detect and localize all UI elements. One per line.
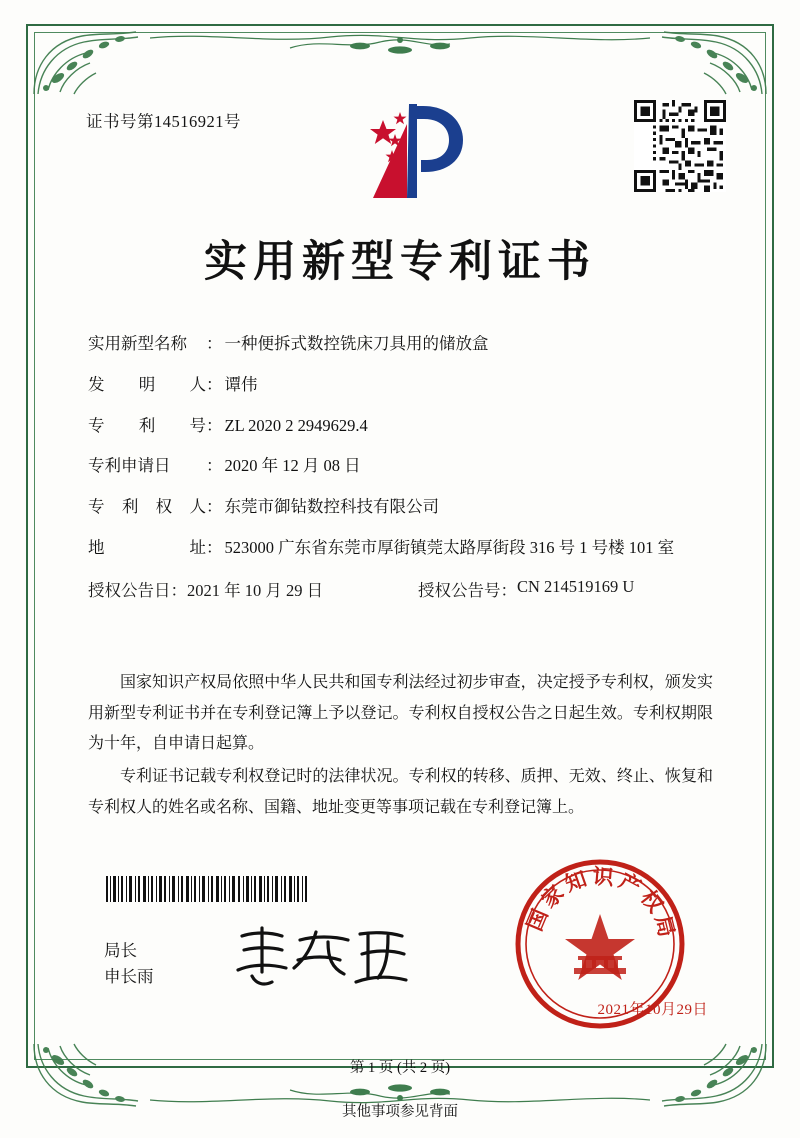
handwritten-signature-icon [228, 920, 418, 990]
director-name-label: 申长雨 [104, 967, 154, 987]
field-inventor [88, 373, 708, 398]
page-title: 实用新型专利证书 [204, 237, 596, 287]
seal-date: 2021年10月29日 [597, 1002, 708, 1018]
field-colon: ： [206, 456, 223, 476]
field-patent-number [88, 414, 708, 439]
field-label: 专利申请日 [88, 456, 171, 476]
field-colon: ： [500, 580, 517, 600]
field-colon: ： [206, 334, 223, 353]
field-label: 地 址 [88, 537, 206, 557]
field-grant-row [88, 577, 708, 601]
signature-labels [104, 938, 154, 991]
field-label: 实用新型名称 [88, 334, 187, 353]
paragraph-register-statement: 专利证书记载专利权登记时的法律状况。专利权的转移、质押、无效、终止、恢复和专利权人的姓名或名称、国籍、地址变更等事项记载在专利登记簿上。 [88, 768, 713, 816]
field-application-date [88, 454, 708, 479]
field-list [88, 332, 708, 617]
field-colon: ： [206, 497, 223, 516]
field-value: 2020 年 12 月 08 日 [224, 456, 361, 476]
field-value: 东莞市御钻数控科技有限公司 [224, 497, 439, 516]
corner-ornament-icon [656, 26, 772, 100]
certificate-number: 证书号第14516921号 [86, 112, 241, 131]
svg-text:国家知识产权局: 国家知识产权局 [521, 863, 681, 944]
barcode [104, 876, 309, 902]
cnipa-logo-icon [345, 98, 475, 208]
field-colon: ： [206, 374, 223, 394]
field-grant-number [418, 577, 634, 601]
page-number: 第 1 页 (共 2 页) [349, 1060, 451, 1076]
field-utility-model-name [88, 332, 708, 357]
field-value: ZL 2020 2 2949629.4 [224, 415, 368, 435]
field-label: 发 明 人 [88, 374, 206, 394]
paragraph-grant-statement: 国家知识产权局依照中华人民共和国专利法经过初步审查，决定授予专利权，颁发实用新型专利证书并在专利登记簿上予以登记。专利权自授权公告之日起生效。专利权期限为十年，自申请日起算。 [88, 674, 713, 753]
field-value: CN 214519169 U [517, 576, 635, 596]
body-text [88, 668, 713, 826]
field-label: 授权公告号 [418, 580, 501, 600]
field-address [88, 536, 708, 561]
footer-note: 其他事项参见背面 [342, 1104, 458, 1120]
field-label: 专 利 权 人 [88, 497, 206, 516]
director-title-label: 局长 [104, 941, 137, 960]
field-colon: ： [206, 415, 223, 435]
field-grant-date [88, 577, 418, 601]
top-edge-ornament-icon [150, 30, 650, 56]
field-colon: ： [206, 537, 223, 557]
field-label: 授权公告日 [88, 580, 171, 600]
field-value: 一种便拆式数控铣床刀具用的储放盒 [224, 334, 489, 353]
field-patentee [88, 495, 708, 520]
field-value: 2021 年 10 月 29 日 [187, 580, 324, 600]
qr-code-icon [634, 100, 726, 192]
field-label: 专 利 号 [88, 415, 206, 435]
field-colon: ： [170, 580, 187, 600]
field-value: 523000 广东省东莞市厚街镇莞太路厚街段 316 号 1 号楼 101 室 [224, 537, 675, 557]
corner-ornament-icon [28, 26, 144, 100]
field-value: 谭伟 [224, 374, 258, 394]
